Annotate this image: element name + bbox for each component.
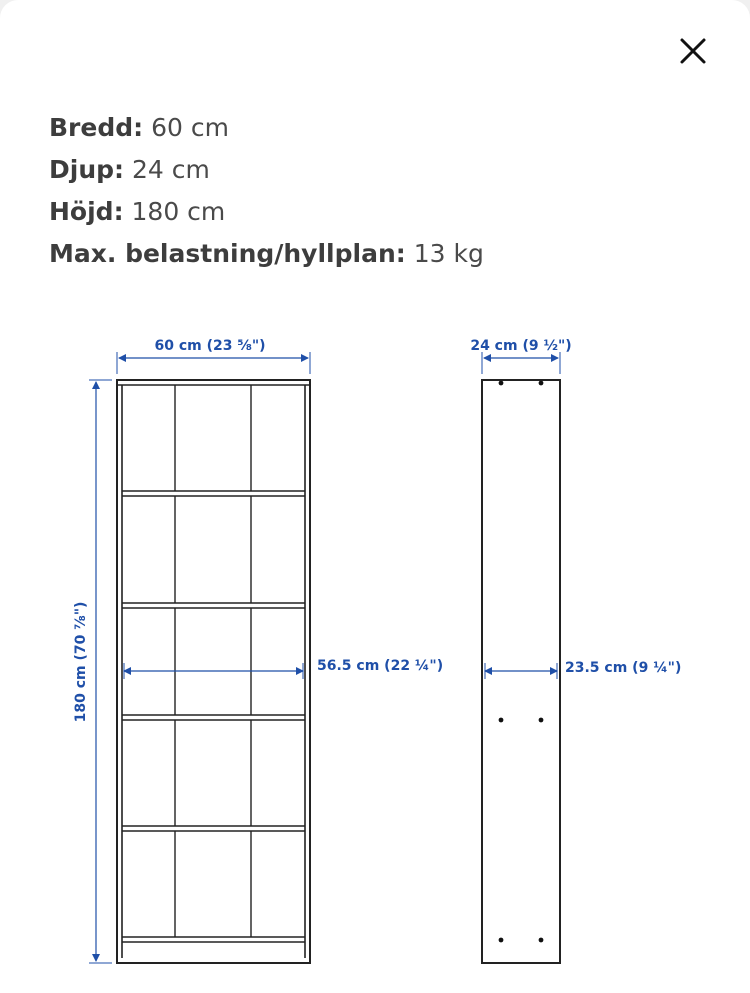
close-icon [679, 37, 707, 65]
side-depth-dimension [470, 338, 571, 374]
bookcase-dimension-diagram [0, 300, 750, 993]
spec-value: 13 kg [413, 239, 484, 268]
inner-width-label: 56.5 cm (22 ¼") [317, 658, 444, 674]
spec-value: 60 cm [151, 113, 229, 142]
dimension-specs [49, 107, 729, 275]
front-width-dimension [117, 338, 310, 374]
side-depth-label: 24 cm (9 ½") [470, 338, 572, 354]
inner-depth-label: 23.5 cm (9 ¼") [565, 660, 682, 676]
spec-depth [49, 149, 729, 191]
spec-label: Djup: [49, 155, 125, 184]
spec-label: Max. belastning/hyllplan: [49, 239, 406, 268]
front-width-label: 60 cm (23 ⅝") [154, 338, 266, 354]
front-height-dimension [73, 380, 112, 963]
spec-max-load [49, 233, 729, 275]
close-button[interactable] [670, 28, 716, 74]
spec-value: 180 cm [131, 197, 226, 226]
spec-value: 24 cm [131, 155, 210, 184]
spec-height [49, 191, 729, 233]
spec-label: Höjd: [49, 197, 124, 226]
front-height-label: 180 cm (70 ⅞") [73, 601, 89, 723]
spec-width [49, 107, 729, 149]
spec-label: Bredd: [49, 113, 144, 142]
